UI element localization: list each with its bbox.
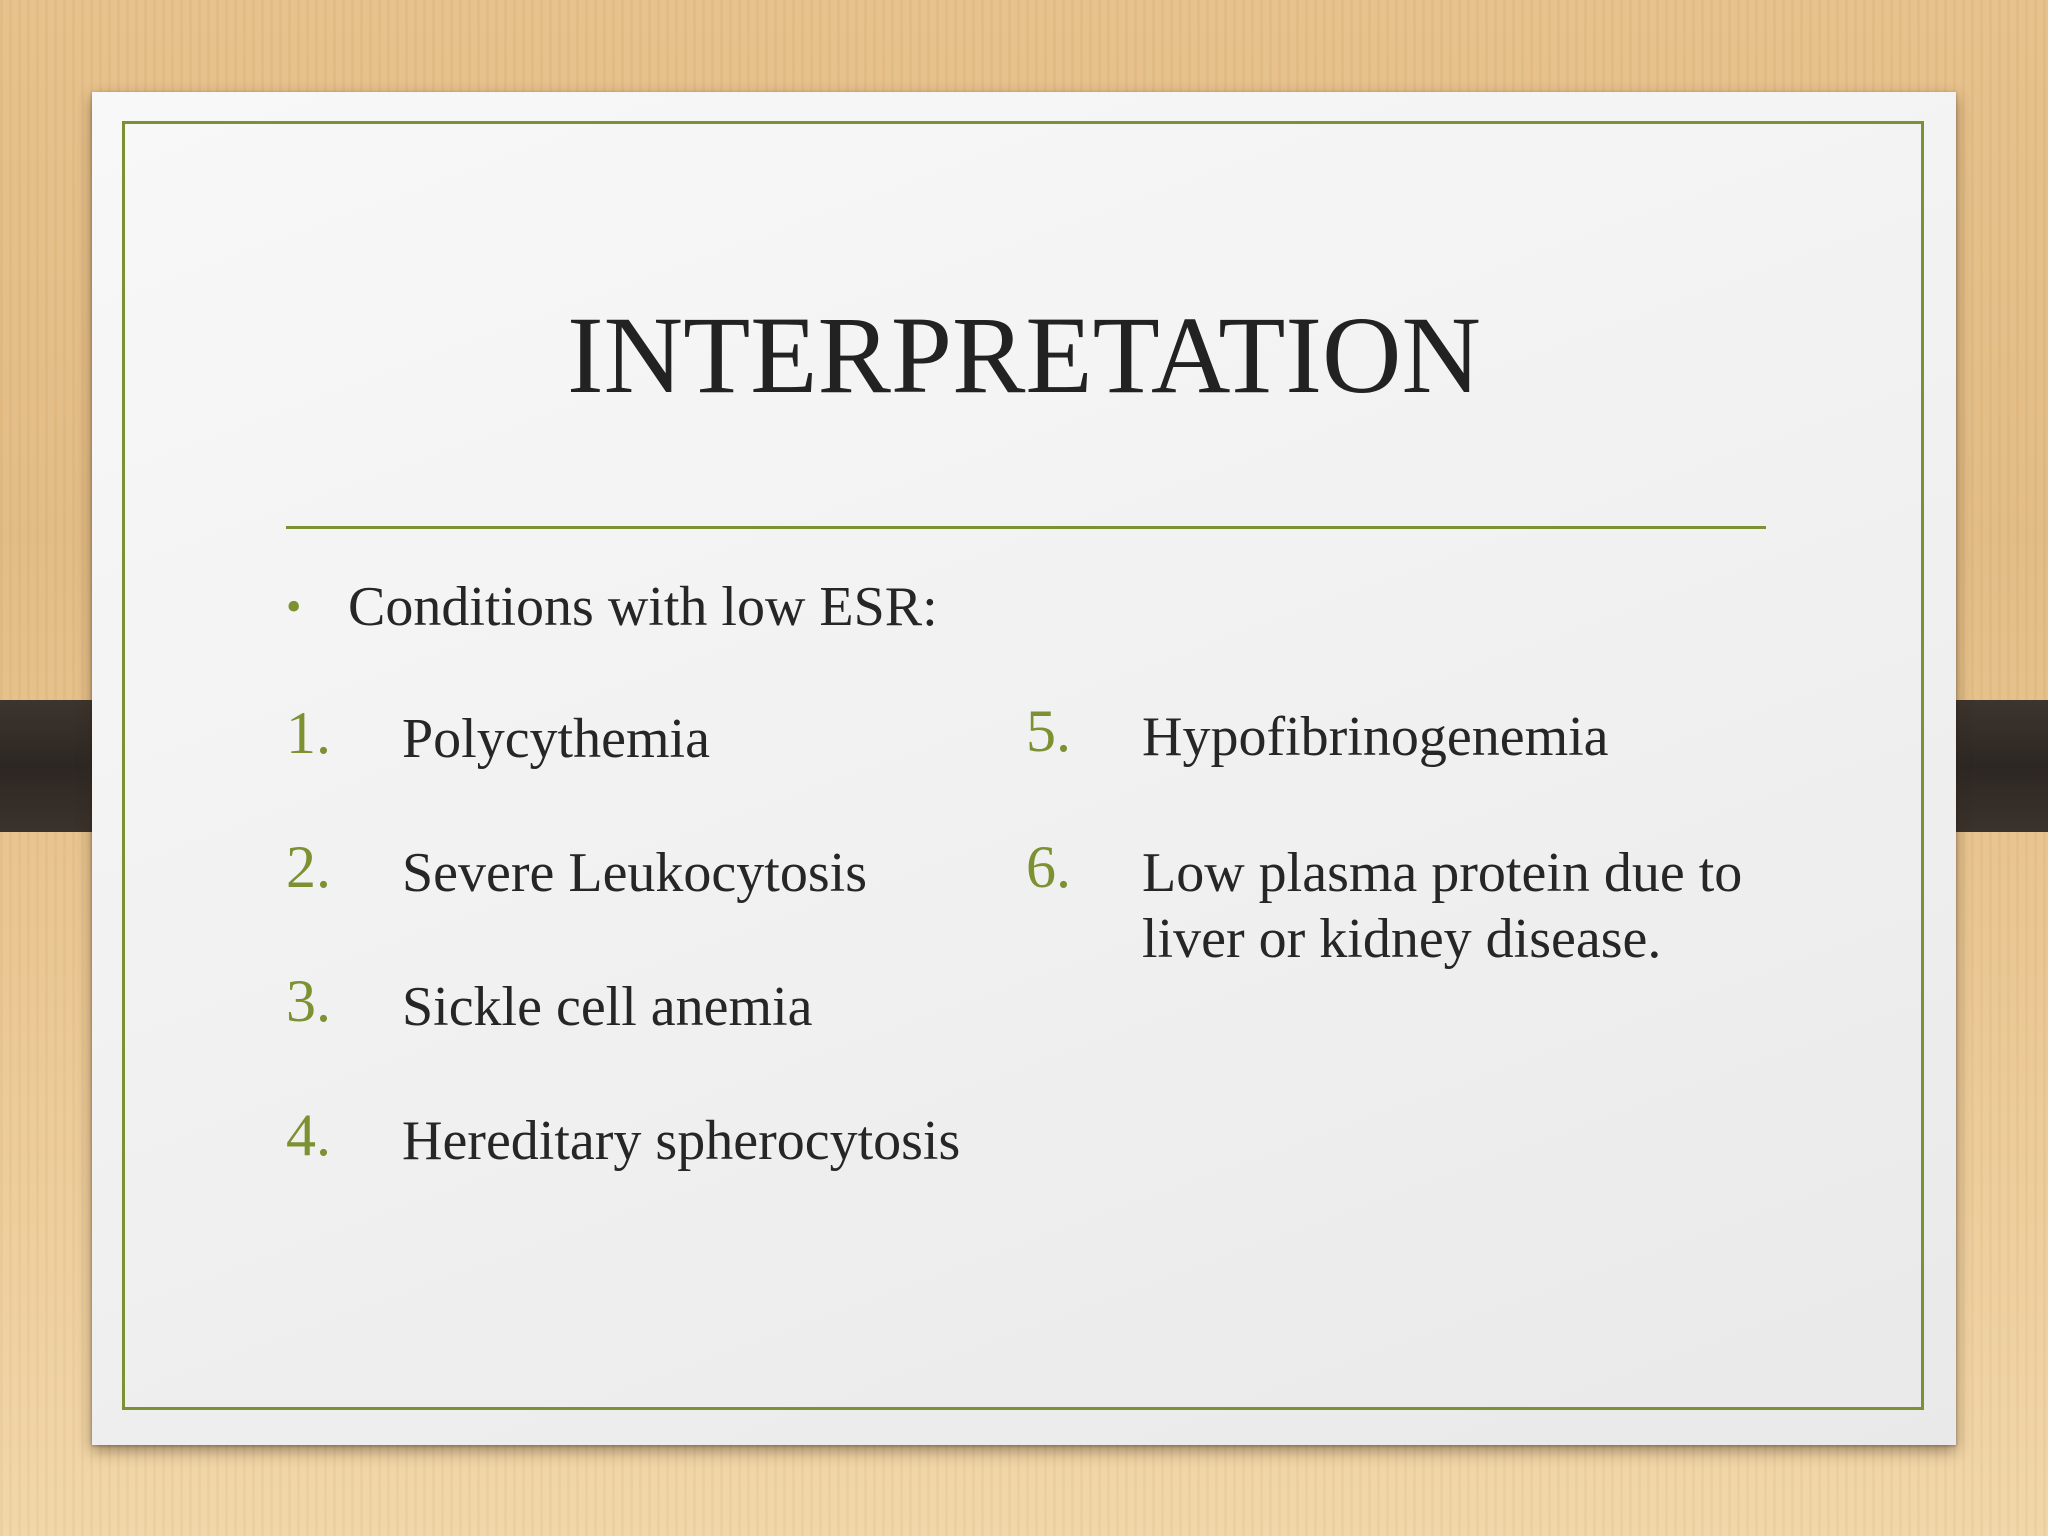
title-divider (286, 526, 1766, 529)
bullet-icon: • (286, 582, 302, 631)
intro-text: Conditions with low ESR: (348, 576, 938, 638)
list-text: Sickle cell anemia (402, 976, 813, 1038)
list-number: 5. (1026, 698, 1071, 764)
list-number: 6. (1026, 834, 1071, 900)
list-text: Severe Leukocytosis (402, 842, 867, 904)
list-text: Hereditary spherocytosis (402, 1110, 961, 1172)
list-text: Polycythemia (402, 708, 710, 770)
list-text: Low plasma protein due to (1142, 842, 1743, 904)
list-text: Hypofibrinogenemia (1142, 706, 1609, 768)
intro-bullet-item (286, 572, 938, 642)
list-number: 3. (286, 968, 331, 1034)
list-number: 1. (286, 700, 331, 766)
list-number: 4. (286, 1102, 331, 1168)
slide-title: INTERPRETATION (567, 294, 1481, 416)
list-text-line2: liver or kidney disease. (1142, 908, 1662, 970)
list-number: 2. (286, 834, 331, 900)
